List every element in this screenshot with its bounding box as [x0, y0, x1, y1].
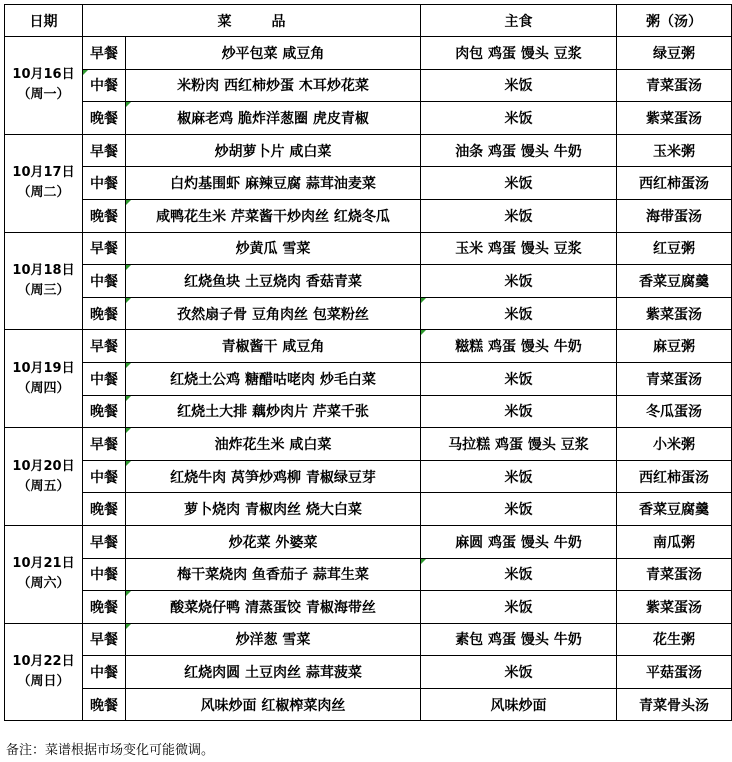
meal-row — [5, 297, 732, 330]
weekday-label: （周四） — [17, 380, 70, 396]
weekday-label: （周二） — [17, 185, 70, 201]
meal-row — [5, 167, 732, 200]
meal-row — [5, 591, 732, 624]
staple-cell: 马拉糕 鸡蛋 馒头 豆浆 — [421, 428, 617, 461]
meal-row — [5, 199, 732, 232]
meal-row — [5, 37, 732, 70]
soup-cell: 紫菜蛋汤 — [617, 297, 732, 330]
staple-cell: 油条 鸡蛋 馒头 牛奶 — [421, 134, 617, 167]
dishes-cell: 米粉肉 西红柿炒蛋 木耳炒花菜 — [126, 69, 421, 102]
staple-cell: 玉米 鸡蛋 馒头 豆浆 — [421, 232, 617, 265]
dishes-cell: 红烧牛肉 莴笋炒鸡柳 青椒绿豆芽 — [126, 460, 421, 493]
meal-type-cell: 中餐 — [83, 167, 126, 200]
date-label: 10月22日 — [12, 654, 75, 670]
soup-cell: 西红柿蛋汤 — [617, 167, 732, 200]
date-cell — [5, 330, 83, 428]
staple-cell: 米饭 — [421, 395, 617, 428]
date-label: 10月16日 — [12, 67, 75, 83]
soup-cell: 青菜骨头汤 — [617, 688, 732, 721]
dishes-cell: 咸鸭花生米 芹菜酱干炒肉丝 红烧冬瓜 — [126, 199, 421, 232]
meal-type-cell: 晚餐 — [83, 102, 126, 135]
meal-type-cell: 中餐 — [83, 656, 126, 689]
soup-cell: 西红柿蛋汤 — [617, 460, 732, 493]
dishes-cell: 炒胡萝卜片 咸白菜 — [126, 134, 421, 167]
meal-row — [5, 362, 732, 395]
meal-type-cell: 中餐 — [83, 558, 126, 591]
meal-row — [5, 493, 732, 526]
dishes-cell: 青椒酱干 咸豆角 — [126, 330, 421, 363]
date-cell — [5, 134, 83, 232]
date-label: 10月18日 — [12, 262, 75, 278]
meal-row — [5, 558, 732, 591]
weekday-label: （周三） — [17, 282, 70, 298]
staple-cell: 米饭 — [421, 102, 617, 135]
dishes-cell: 孜然扇子骨 豆角肉丝 包菜粉丝 — [126, 297, 421, 330]
meal-type-cell: 早餐 — [83, 134, 126, 167]
meal-type-cell: 早餐 — [83, 525, 126, 558]
meal-row — [5, 265, 732, 298]
dishes-cell: 红烧土大排 藕炒肉片 芹菜千张 — [126, 395, 421, 428]
date-cell — [5, 232, 83, 330]
staple-cell: 米饭 — [421, 460, 617, 493]
weekday-label: （周五） — [17, 478, 70, 494]
date-cell — [5, 525, 83, 623]
staple-cell: 米饭 — [421, 297, 617, 330]
soup-cell: 麻豆粥 — [617, 330, 732, 363]
staple-cell: 米饭 — [421, 265, 617, 298]
soup-cell: 小米粥 — [617, 428, 732, 461]
dishes-cell: 油炸花生米 咸白菜 — [126, 428, 421, 461]
date-label: 10月17日 — [12, 165, 75, 181]
soup-cell: 玉米粥 — [617, 134, 732, 167]
meal-type-cell: 晚餐 — [83, 591, 126, 624]
staple-cell: 糍糕 鸡蛋 馒头 牛奶 — [421, 330, 617, 363]
meal-type-cell: 早餐 — [83, 330, 126, 363]
meal-type-cell: 晚餐 — [83, 199, 126, 232]
meal-type-cell: 早餐 — [83, 37, 126, 70]
meal-type-cell: 中餐 — [83, 265, 126, 298]
meal-type-cell: 早餐 — [83, 428, 126, 461]
meal-row — [5, 69, 732, 102]
dishes-cell: 白灼基围虾 麻辣豆腐 蒜茸油麦菜 — [126, 167, 421, 200]
dishes-header-right: 品 — [271, 13, 286, 30]
weekday-label: （周六） — [17, 576, 70, 592]
meal-row — [5, 232, 732, 265]
staple-cell: 米饭 — [421, 656, 617, 689]
meal-row — [5, 525, 732, 558]
dishes-header-left: 菜 — [217, 13, 232, 30]
soup-header: 粥（汤） — [617, 5, 732, 37]
dishes-cell: 红烧肉圆 土豆肉丝 蒜茸菠菜 — [126, 656, 421, 689]
soup-cell: 青菜蛋汤 — [617, 558, 732, 591]
dishes-cell: 红烧鱼块 土豆烧肉 香菇青菜 — [126, 265, 421, 298]
meal-row — [5, 460, 732, 493]
meal-type-cell: 中餐 — [83, 460, 126, 493]
dishes-cell: 梅干菜烧肉 鱼香茄子 蒜茸生菜 — [126, 558, 421, 591]
dishes-cell: 风味炒面 红椒榨菜肉丝 — [126, 688, 421, 721]
meal-row — [5, 330, 732, 363]
date-cell — [5, 623, 83, 721]
staple-cell: 风味炒面 — [421, 688, 617, 721]
staple-cell: 素包 鸡蛋 馒头 牛奶 — [421, 623, 617, 656]
staple-cell: 米饭 — [421, 591, 617, 624]
dishes-cell: 炒黄瓜 雪菜 — [126, 232, 421, 265]
staple-cell: 米饭 — [421, 493, 617, 526]
meal-type-cell: 早餐 — [83, 232, 126, 265]
meal-type-cell: 中餐 — [83, 362, 126, 395]
meal-row — [5, 656, 732, 689]
staple-header: 主食 — [421, 5, 617, 37]
dishes-cell: 椒麻老鸡 脆炸洋葱圈 虎皮青椒 — [126, 102, 421, 135]
meal-type-cell: 早餐 — [83, 623, 126, 656]
soup-cell: 花生粥 — [617, 623, 732, 656]
soup-cell: 绿豆粥 — [617, 37, 732, 70]
dishes-cell: 酸菜烧仔鸭 清蒸蛋饺 青椒海带丝 — [126, 591, 421, 624]
meal-row — [5, 428, 732, 461]
date-cell — [5, 428, 83, 526]
meal-row — [5, 688, 732, 721]
weekday-label: （周一） — [17, 87, 70, 103]
soup-cell: 紫菜蛋汤 — [617, 102, 732, 135]
dishes-cell: 萝卜烧肉 青椒肉丝 烧大白菜 — [126, 493, 421, 526]
menu-body — [5, 37, 732, 721]
date-label: 10月21日 — [12, 556, 75, 572]
dishes-header — [83, 5, 421, 37]
soup-cell: 红豆粥 — [617, 232, 732, 265]
soup-cell: 冬瓜蛋汤 — [617, 395, 732, 428]
meal-row — [5, 395, 732, 428]
meal-type-cell: 中餐 — [83, 69, 126, 102]
header-row — [5, 5, 732, 37]
meal-type-cell: 晚餐 — [83, 688, 126, 721]
meal-type-cell: 晚餐 — [83, 493, 126, 526]
soup-cell: 香菜豆腐羹 — [617, 493, 732, 526]
menu-table — [4, 4, 732, 721]
date-header: 日期 — [5, 5, 83, 37]
date-cell — [5, 37, 83, 135]
soup-cell: 青菜蛋汤 — [617, 69, 732, 102]
meal-row — [5, 134, 732, 167]
soup-cell: 青菜蛋汤 — [617, 362, 732, 395]
dishes-cell: 炒花菜 外婆菜 — [126, 525, 421, 558]
staple-cell: 米饭 — [421, 362, 617, 395]
staple-cell: 米饭 — [421, 167, 617, 200]
soup-cell: 平菇蛋汤 — [617, 656, 732, 689]
date-label: 10月19日 — [12, 360, 75, 376]
staple-cell: 麻圆 鸡蛋 馒头 牛奶 — [421, 525, 617, 558]
meal-row — [5, 623, 732, 656]
staple-cell: 米饭 — [421, 69, 617, 102]
soup-cell: 紫菜蛋汤 — [617, 591, 732, 624]
meal-type-cell: 晚餐 — [83, 395, 126, 428]
meal-type-cell: 晚餐 — [83, 297, 126, 330]
dishes-cell: 炒洋葱 雪菜 — [126, 623, 421, 656]
weekday-label: （周日） — [17, 674, 70, 690]
staple-cell: 肉包 鸡蛋 馒头 豆浆 — [421, 37, 617, 70]
soup-cell: 香菜豆腐羹 — [617, 265, 732, 298]
dishes-cell: 炒平包菜 咸豆角 — [126, 37, 421, 70]
footnote: 备注：菜谱根据市场变化可能微调。 — [6, 743, 215, 758]
staple-cell: 米饭 — [421, 558, 617, 591]
soup-cell: 海带蛋汤 — [617, 199, 732, 232]
dishes-cell: 红烧土公鸡 糖醋咕咾肉 炒毛白菜 — [126, 362, 421, 395]
staple-cell: 米饭 — [421, 199, 617, 232]
date-label: 10月20日 — [12, 458, 75, 474]
meal-row — [5, 102, 732, 135]
soup-cell: 南瓜粥 — [617, 525, 732, 558]
